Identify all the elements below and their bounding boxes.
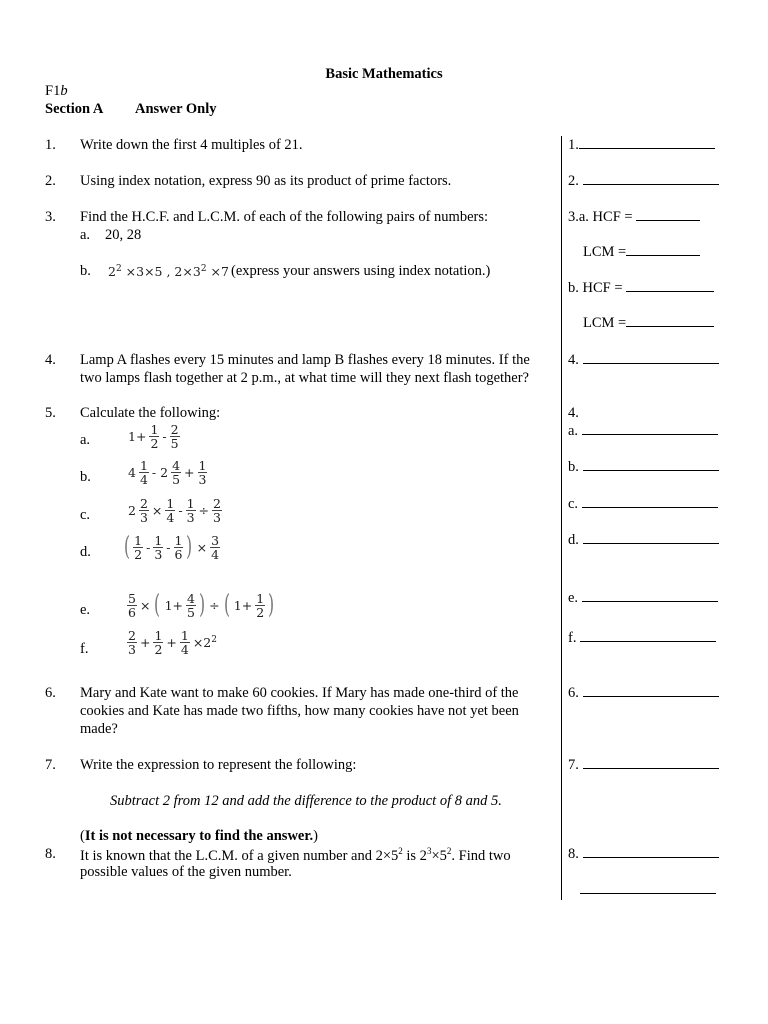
answer-blank[interactable] (626, 244, 700, 256)
answer-blank[interactable] (583, 685, 719, 697)
question-text: made? (80, 721, 118, 737)
answer-label: 7. (568, 757, 579, 773)
math-expression-5a: 1+ $\frac{1}{2}$ - $\frac{2}{5}$ (128, 422, 179, 451)
answer-line-3b-lcm[interactable] (583, 315, 714, 332)
answer-line-2[interactable] (568, 173, 719, 190)
question-note (80, 828, 318, 845)
section-heading: Section A (45, 101, 104, 117)
sub-label: b. (80, 469, 91, 485)
sub-label: a. (80, 432, 91, 448)
answer-column-divider (561, 136, 562, 900)
answer-label: b. (568, 459, 579, 475)
math-expression-5e: $\frac{5}{6}$ × ( 1+ $\frac{4}{5}$ ) ÷ ( 1+ $\frac{1}{2}$ ) (128, 590, 275, 620)
answer-line-5b[interactable] (568, 459, 719, 476)
answer-label: e. (568, 590, 579, 606)
sub-label: a. (80, 227, 91, 243)
answer-label: 4. (568, 352, 579, 368)
question-text: Using index notation, express 90 as its product of prime factors. (80, 173, 452, 189)
answer-blank[interactable] (626, 315, 714, 327)
answer-label: LCM = (583, 244, 627, 260)
question-text: Lamp A flashes every 15 minutes and lamp B flashes every 18 minutes. If the (80, 352, 530, 368)
question-number: 3. (45, 209, 56, 225)
math-expression-5c: 2 $\frac{2}{3}$ × $\frac{1}{4}$ - $\frac{1}{3}$ ÷ $\frac{2}{3}$ (128, 496, 221, 525)
answer-line-5a[interactable] (568, 423, 718, 440)
answer-blank[interactable] (626, 280, 714, 292)
question-text: Write the expression to represent the following: (80, 757, 357, 773)
sub-label: e. (80, 602, 91, 618)
math-expression-5f: $\frac{2}{3}$ + $\frac{1}{2}$ + $\frac{1}{4}$ $\times 2^2$ (128, 628, 217, 657)
answer-blank[interactable] (583, 173, 719, 185)
math-expression-5b: 4 $\frac{1}{4}$ - 2 $\frac{4}{5}$ + $\frac{1}{3}$ (128, 458, 207, 487)
question-text: Calculate the following: (80, 405, 221, 421)
answer-label: 3.a. HCF = (568, 209, 633, 225)
answer-label: LCM = (583, 315, 627, 331)
answer-line-4[interactable] (568, 352, 719, 369)
sub-label: d. (80, 544, 91, 560)
answer-label: b. HCF = (568, 280, 623, 296)
answer-label: d. (568, 532, 579, 548)
sub-text: 20, 28 (105, 227, 142, 243)
question-text: Find the H.C.F. and L.C.M. of each of the following pairs of numbers: (80, 209, 489, 225)
page-title: Basic Mathematics (325, 66, 443, 82)
answer-blank[interactable] (636, 209, 700, 221)
answer-line-3b-hcf[interactable] (568, 280, 714, 297)
answer-blank[interactable] (582, 423, 718, 435)
answer-label: 8. (568, 846, 579, 862)
question-number: 7. (45, 757, 56, 773)
answer-blank[interactable] (582, 496, 718, 508)
math-expression-5d: ( $\frac{1}{2}$ - $\frac{1}{3}$ - $\frac{1}{6}$ ) × $\frac{3}{4}$ (124, 532, 220, 562)
form-label (45, 83, 68, 100)
note-close: ) (313, 828, 318, 844)
q8-part: It is known that the L.C.M. of a given number and 2×5 (80, 847, 399, 864)
answer-label: 2. (568, 173, 579, 189)
answer-line-5e[interactable] (568, 590, 718, 607)
answer-blank[interactable] (583, 846, 719, 858)
note-bold: It is not necessary to find the answer. (84, 828, 314, 844)
form-level: F1 (45, 83, 61, 99)
sub-label: b. (80, 263, 91, 279)
question-number: 8. (45, 846, 56, 862)
form-suffix: b (60, 83, 68, 99)
answer-blank[interactable] (580, 630, 716, 642)
answer-label: f. (568, 630, 577, 646)
math-expression-3b: $2^2 \times 3\times 5$ , $2\times 3^2 \times 7$ (108, 264, 229, 280)
question-statement: Subtract 2 from 12 and add the difference to the product of 8 and 5. (110, 793, 502, 809)
answer-blank[interactable] (583, 757, 719, 769)
question-text: two lamps flash together at 2 p.m., at what time will they next flash together? (80, 370, 529, 386)
answer-line-6[interactable] (568, 685, 719, 702)
sub-label: c. (80, 507, 91, 523)
answer-line-7[interactable] (568, 757, 719, 774)
q8-part: . Find two (451, 847, 511, 864)
answer-blank[interactable] (583, 459, 719, 471)
note-open: ( (80, 828, 85, 844)
answer-label: a. (568, 423, 579, 439)
answer-line-5d[interactable] (568, 532, 719, 549)
question-text: possible values of the given number. (80, 864, 292, 880)
answer-line-8[interactable] (568, 846, 719, 863)
sub-label: f. (80, 641, 89, 657)
answer-label: 6. (568, 685, 579, 701)
answer-label: 1. (568, 137, 579, 153)
q8-part: ×5 (431, 847, 447, 864)
q8-part: is 2 (402, 847, 427, 864)
question-number: 2. (45, 173, 56, 189)
answer-line-3a-hcf[interactable] (568, 209, 700, 226)
section-note: Answer Only (135, 101, 217, 117)
question-number: 5. (45, 405, 56, 421)
answer-blank[interactable] (580, 882, 716, 894)
answer-header-5: 4. (568, 405, 579, 421)
answer-blank[interactable] (583, 532, 719, 544)
answer-line-5c[interactable] (568, 496, 718, 513)
question-number: 6. (45, 685, 56, 701)
answer-line-3a-lcm[interactable] (583, 244, 700, 261)
answer-blank[interactable] (583, 352, 719, 364)
answer-line-1[interactable] (568, 137, 715, 154)
sub-note: (express your answers using index notation.) (231, 263, 491, 279)
question-number: 4. (45, 352, 56, 368)
answer-line-5f[interactable] (568, 630, 716, 647)
answer-blank[interactable] (582, 590, 718, 602)
answer-line-8-second[interactable] (580, 882, 716, 899)
answer-label: c. (568, 496, 579, 512)
question-text: cookies and Kate has made two fifths, how many cookies have not yet been (80, 703, 519, 719)
answer-blank[interactable] (579, 137, 715, 149)
question-text: Write down the first 4 multiples of 21. (80, 137, 303, 153)
question-text: Mary and Kate want to make 60 cookies. If Mary has made one-third of the (80, 685, 519, 701)
question-text: It is known that the L.C.M. of a given number and $2\times 5^2$ is $2^3\times 5^2$. Find two (80, 846, 511, 864)
question-number: 1. (45, 137, 56, 153)
